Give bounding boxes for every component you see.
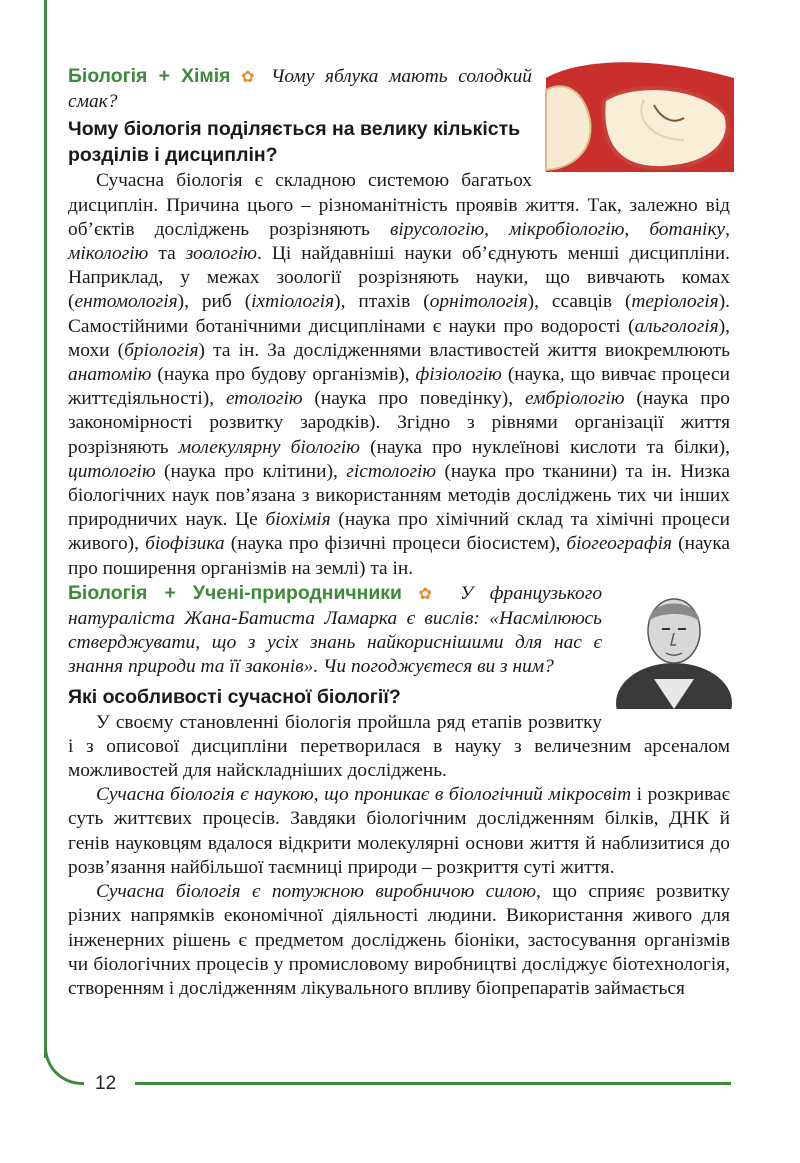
- italic-term: фізіологію: [415, 364, 502, 386]
- text-run: (наука про поширення організмів на землі) та ін.: [68, 533, 731, 579]
- italic-term: бріологія: [124, 339, 199, 361]
- text-run: ), риб (: [177, 291, 252, 313]
- italic-term: біофізика: [145, 533, 225, 555]
- text-run: ). Самостійними ботанічними дисциплінами є науки про водорості (: [68, 291, 730, 337]
- section-question: Чому яблука мають солодкий смак?: [68, 66, 532, 113]
- text-run: та: [148, 243, 186, 265]
- italic-term: біохімія: [265, 509, 331, 531]
- page-frame-left-line: [44, 0, 47, 1058]
- text-run: (наука про фізичні процеси біосистем),: [224, 533, 567, 555]
- page-frame-bottom-line: [135, 1082, 731, 1085]
- page-number: 12: [95, 1073, 117, 1094]
- text-run: (наука про поведінку),: [302, 388, 525, 410]
- paragraph-stages: У своєму становленні біологія пройшла ряд етапів розвитку і з описової дисципліни перетворилася в науку з величезним арсеналом можливостей для найскладніших досліджень.: [68, 711, 730, 782]
- page-content: [68, 64, 730, 1001]
- italic-term: анатомію: [68, 364, 152, 386]
- italic-term: ентомологія: [74, 291, 178, 313]
- text-run: (наука про клітини),: [155, 460, 347, 482]
- text-run: ) та ін. За дослідженнями властивостей життя виокремлюють: [198, 339, 730, 361]
- italic-term: ембріологію: [524, 388, 625, 410]
- text-run: ), птахів (: [334, 291, 430, 313]
- italic-term: молекулярну біологію: [178, 436, 360, 458]
- apple-slices-image: [544, 60, 734, 172]
- italic-term: вірусологію, мікробіологію: [389, 218, 625, 240]
- text-run: . Ці найдавніші науки об’єднують менші дисципліни. Наприклад, у межах зоології розрізняють науки, що вивчають комах (: [68, 243, 730, 313]
- text-run: Сучасна біологія є складною системою багатьох дисциплін. Причина цього – різноманітність проявів життя. Так, залежно від об’єктів досліджень розрізняють: [68, 170, 730, 240]
- text-run: ,: [725, 218, 730, 240]
- text-run: (наука про тканини) та ін. Низка біологічних наук пов’язана з використанням методів досліджень тих чи інших природничих наук. Це: [68, 460, 731, 531]
- heading-modern-biology: Які особливості сучасної біології?: [68, 685, 401, 708]
- text-run: (наука про хімічний склад та хімічні процеси живого),: [68, 509, 730, 555]
- text-run: (наука про нуклеїнові кислоти та білки),: [359, 436, 730, 458]
- text-run: (наука про закономірності розвитку зародків). Згідно з рівнями організації життя розрізняють: [68, 388, 730, 458]
- section-question: У французького натураліста Жана-Батиста Ламарка є вислів: «Насмілююсь стверджувати, що з усіх знань найкориснішими для нас є знання природи та її законів». Чи погоджуєтеся ви з ним?: [68, 582, 603, 678]
- italic-term: Сучасна біологія є наукою, що проникає в біологічний мікросвіт: [96, 784, 632, 806]
- paragraph-disciplines: [68, 169, 730, 580]
- italic-term: іхтіологія: [251, 291, 335, 313]
- section-label: Біологія + Хімія: [68, 65, 231, 87]
- paragraph-productive-force: [68, 880, 730, 1001]
- italic-term: ботаніку: [649, 218, 726, 240]
- italic-term: біогеографія: [566, 533, 672, 555]
- italic-term: мікологію: [68, 243, 149, 265]
- italic-term: гістологію: [346, 460, 437, 482]
- page-frame-corner: [44, 1045, 84, 1085]
- italic-term: орнітологія: [429, 291, 528, 313]
- flower-icon: ✿: [241, 69, 261, 86]
- italic-term: теріологія: [631, 291, 719, 313]
- text-run: ), мохи (: [68, 315, 730, 361]
- text-run: і розкриває суть життєвих процесів. Завдяки біологічним дослідженням білків, ДНК й генів науковцям вдалося відкрити молекулярні основи життя й наблизитися до розв’язання найбільшої таємниці природи – розкриття суті життя.: [68, 784, 730, 878]
- paragraph-microworld: [68, 783, 730, 880]
- italic-term: зоологію: [185, 243, 257, 265]
- italic-term: цитологію: [68, 460, 156, 482]
- heading-why-many-disciplines: Чому біологія поділяється на велику кількість розділів і дисциплін?: [68, 118, 521, 167]
- text-run: ,: [624, 218, 650, 240]
- text-run: (наука про будову організмів),: [151, 364, 416, 386]
- text-run: , що сприяє розвитку різних напрямків економічної діяльності людини. Використання живого для інженерних рішень є предметом досліджень біоніки, застосування організмів чи біологічних процесів у промисловому виробництві досліджує біотехнологія, створенням і дослідженням лікувального впливу біопрепаратів займається: [68, 881, 730, 999]
- text-run: ), ссавців (: [527, 291, 632, 313]
- text-run: (наука, що вивчає процеси життєдіяльності),: [68, 364, 730, 410]
- section-label: Біологія + Учені-природничники: [68, 581, 402, 604]
- italic-term: Сучасна біологія є потужною виробничою силою: [96, 881, 537, 903]
- italic-term: етологію: [225, 388, 303, 410]
- lamarck-portrait-image: [614, 583, 734, 709]
- flower-icon: ✿: [418, 585, 444, 603]
- italic-term: альгологія: [634, 315, 719, 337]
